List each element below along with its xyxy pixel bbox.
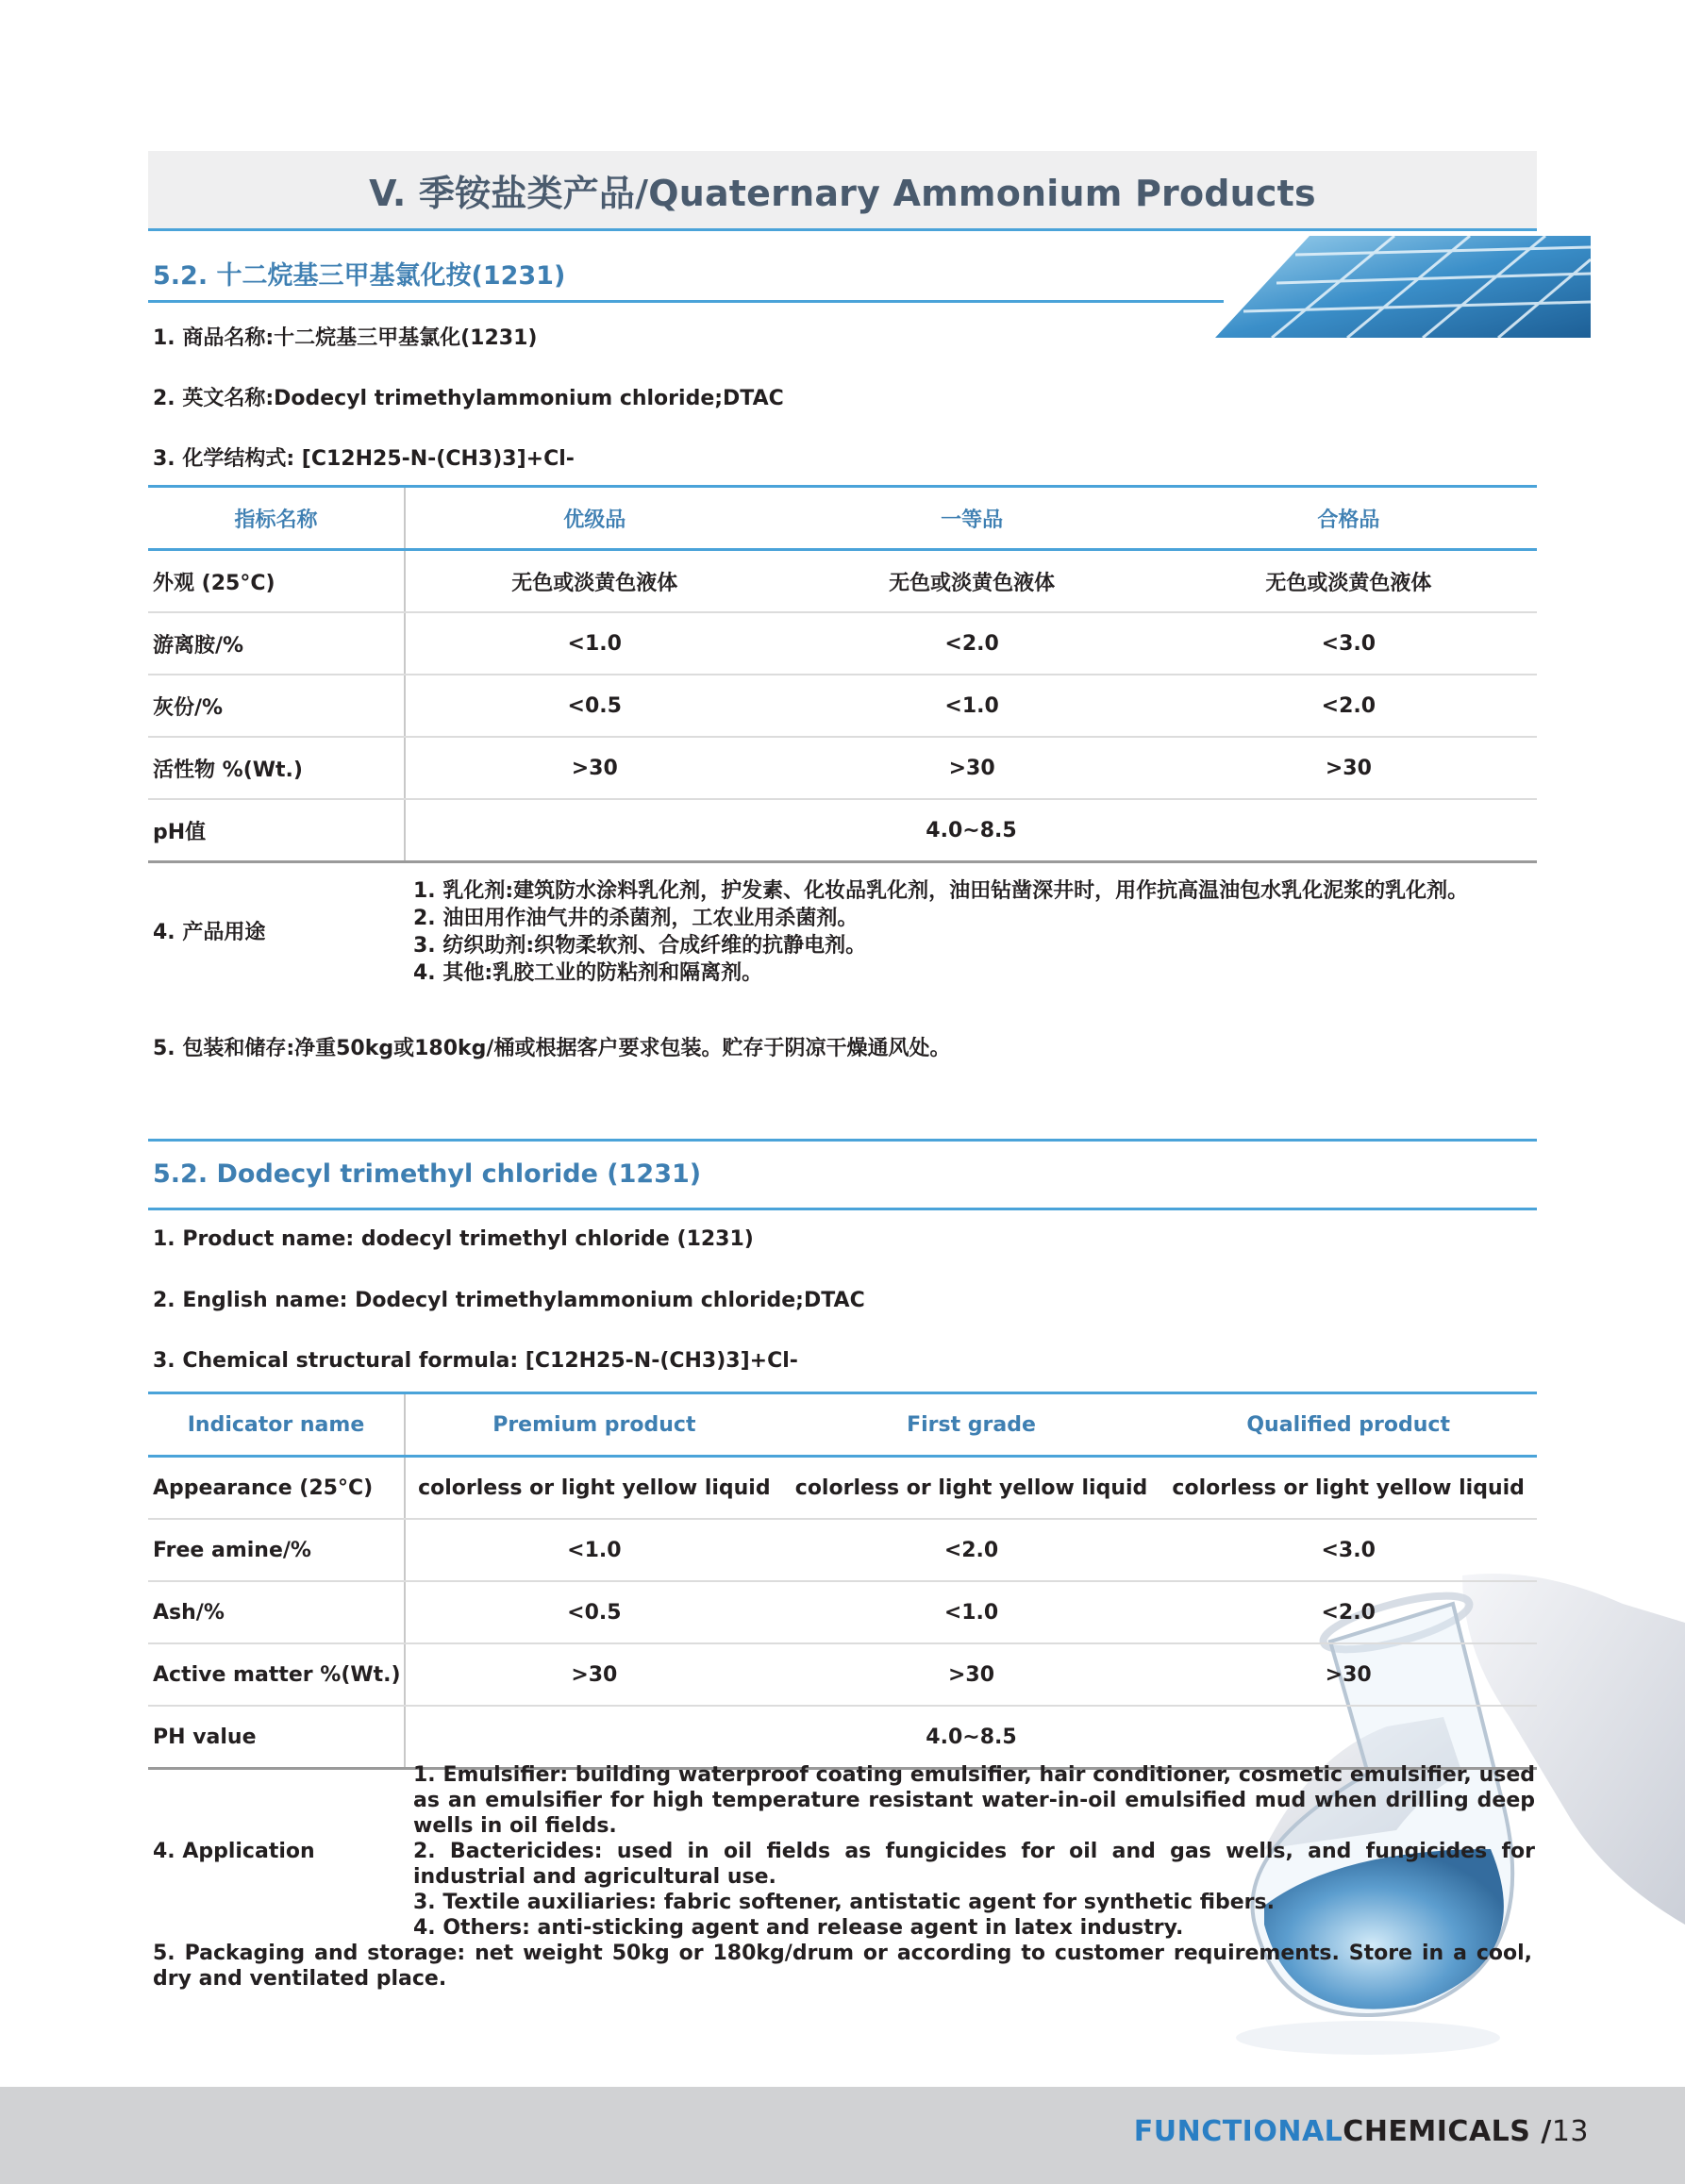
table-row [148,675,1537,737]
column-header: 指标名称 [148,487,405,550]
table-row [148,1643,1537,1706]
table-cell: 4.0~8.5 [405,799,1537,862]
table-cell: >30 [784,737,1160,799]
table-row [148,1457,1537,1520]
table-cell: colorless or light yellow liquid [783,1457,1160,1520]
table-cell: <1.0 [783,1581,1160,1643]
table-cell: >30 [783,1643,1160,1706]
cn-application [148,877,1537,987]
table-cell: <1.0 [405,612,784,675]
row-label: PH value [148,1706,405,1769]
table-cell: <2.0 [1160,675,1537,737]
list-item: 4. Others: anti-sticking agent and release agent in latex industry. [413,1916,1184,1940]
cn-spec-table [148,485,1537,863]
cn-english-name: 2. 英文名称:Dodecyl trimethylammonium chloride;DTAC [153,387,784,410]
table-cell: >30 [405,737,784,799]
row-label: Appearance (25°C) [148,1457,405,1520]
table-cell: >30 [1159,1643,1537,1706]
cn-section-rule [148,300,1224,303]
table-cell: <2.0 [783,1519,1160,1581]
cn-structural-formula: 3. 化学结构式: [C12H25-N-(CH3)3]+Cl- [153,447,575,471]
footer-functional: FUNCTIONAL [1133,2115,1343,2148]
en-english-name: 2. English name: Dodecyl trimethylammonium chloride;DTAC [153,1289,865,1312]
table-header-row [148,487,1537,550]
table-cell: >30 [405,1643,783,1706]
list-item: 2. 油田用作油气井的杀菌剂，工农业用杀菌剂。 [413,907,859,930]
column-header: Indicator name [148,1393,405,1457]
table-cell: <1.0 [405,1519,783,1581]
table-row [148,737,1537,799]
table-cell: <2.0 [784,612,1160,675]
application-label: 4. Application [153,1840,315,1863]
table-cell: 无色或淡黄色液体 [405,550,784,613]
table-row [148,550,1537,613]
cn-section-title: 5.2. 十二烷基三甲基氯化按(1231) [153,261,566,291]
table-cell: 无色或淡黄色液体 [784,550,1160,613]
row-label: 活性物 %(Wt.) [148,737,405,799]
page-title: V. 季铵盐类产品/Quaternary Ammonium Products [369,172,1316,214]
table-cell: <1.0 [784,675,1160,737]
list-item: 4. 其他:乳胶工业的防粘剂和隔离剂。 [413,961,763,985]
en-structural-formula: 3. Chemical structural formula: [C12H25-N-(CH3)3]+Cl- [153,1349,798,1373]
row-label: 灰份/% [148,675,405,737]
cn-product-name: 1. 商品名称:十二烷基三甲基氯化(1231) [153,326,538,350]
list-item: 3. 纺织助剂:织物柔软剂、合成纤维的抗静电剂。 [413,934,867,958]
page-number: 13 [1551,2115,1589,2148]
footer-brand [1134,2115,1589,2148]
table-row-ph [148,799,1537,862]
table-cell: colorless or light yellow liquid [405,1457,783,1520]
row-label: 游离胺/% [148,612,405,675]
table-cell: colorless or light yellow liquid [1159,1457,1537,1520]
table-cell: <3.0 [1159,1519,1537,1581]
en-product-name: 1. Product name: dodecyl trimethyl chloride (1231) [153,1227,754,1251]
table-cell: 无色或淡黄色液体 [1160,550,1537,613]
column-header: Qualified product [1159,1393,1537,1457]
table-cell: <2.0 [1159,1581,1537,1643]
table-cell: 4.0~8.5 [405,1706,1537,1769]
application-list [404,1762,1537,1941]
row-label: pH值 [148,799,405,862]
row-label: Free amine/% [148,1519,405,1581]
en-section-rule-bottom [148,1208,1537,1210]
row-label: 外观 (25°C) [148,550,405,613]
table-cell: <0.5 [405,675,784,737]
table-cell: <3.0 [1160,612,1537,675]
column-header: Premium product [405,1393,783,1457]
list-item: 3. Textile auxiliaries: fabric softener, antistatic agent for synthetic fibers. [413,1891,1275,1914]
application-list [404,877,1537,987]
column-header: 优级品 [405,487,784,550]
list-item: 1. Emulsifier: building waterproof coating emulsifier, hair conditioner, cosmetic emulsifier, used as an emulsifier for high temperature resistant water-in-oil emulsified mud when drilling deep wells in oil fields. [413,1763,1535,1838]
en-spec-table [148,1392,1537,1770]
column-header: 一等品 [784,487,1160,550]
footer-chemicals: CHEMICALS [1343,2115,1531,2148]
cn-packaging: 5. 包装和储存:净重50kg或180kg/桶或根据客户要求包装。贮存于阴凉干燥通风处。 [153,1037,951,1060]
footer-separator: / [1541,2115,1552,2148]
application-label: 4. 产品用途 [153,920,266,944]
en-packaging: 5. Packaging and storage: net weight 50kg or 180kg/drum or according to customer requirements. Store in a cool, dry and ventilated place. [153,1942,1532,1991]
table-cell: <0.5 [405,1581,783,1643]
column-header: 合格品 [1160,487,1537,550]
column-header: First grade [783,1393,1160,1457]
table-cell: >30 [1160,737,1537,799]
table-row-ph [148,1706,1537,1769]
page-header [148,151,1537,231]
table-row [148,1519,1537,1581]
list-item: 1. 乳化剂:建筑防水涂料乳化剂，护发素、化妆品乳化剂，油田钻凿深井时，用作抗高温油包水乳化泥浆的乳化剂。 [413,879,1469,903]
en-section-title: 5.2. Dodecyl trimethyl chloride (1231) [153,1159,702,1189]
table-header-row [148,1393,1537,1457]
list-item: 2. Bactericides: used in oil fields as fungicides for oil and gas wells, and fungicides for industrial and agricultural use. [413,1840,1535,1889]
table-row [148,1581,1537,1643]
row-label: Active matter %(Wt.) [148,1643,405,1706]
table-row [148,612,1537,675]
page-footer [0,2087,1685,2184]
row-label: Ash/% [148,1581,405,1643]
en-application [148,1762,1537,1941]
en-section-rule-top [148,1139,1537,1142]
